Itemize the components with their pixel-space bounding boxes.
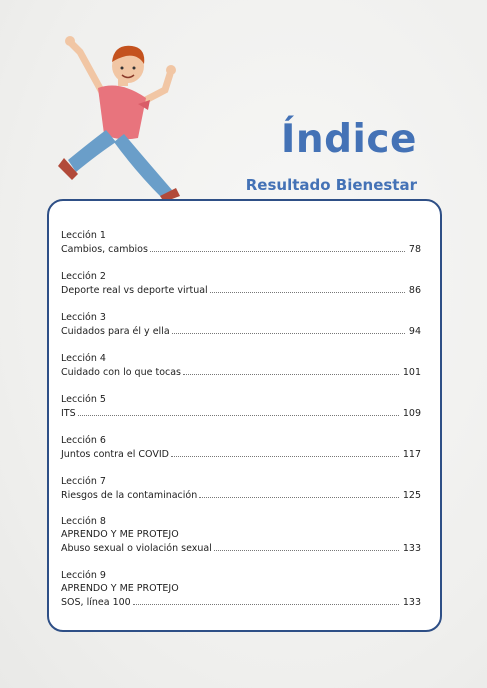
toc-title: Riesgos de la contaminación — [61, 490, 198, 501]
toc-page-number: 133 — [402, 597, 421, 608]
toc-title: Deporte real vs deporte virtual — [61, 285, 208, 296]
toc-lesson-label: Lección 4 — [61, 353, 106, 364]
toc-page-number: 94 — [408, 326, 421, 337]
toc-title: Cuidado con lo que tocas — [61, 367, 182, 378]
toc-lesson-label: Lección 8 — [61, 516, 106, 527]
toc-title: Abuso sexual o violación sexual — [61, 543, 212, 554]
toc-entry — [61, 352, 421, 379]
toc-leader — [214, 541, 399, 551]
page-title: Índice — [280, 117, 417, 162]
toc-page-number: 86 — [408, 285, 421, 296]
toc-lesson-label: Lección 2 — [61, 271, 106, 282]
toc-page-number: 133 — [402, 543, 421, 554]
toc-title: Cambios, cambios — [61, 244, 148, 255]
toc-entry — [61, 270, 421, 297]
toc-page-number: 78 — [408, 244, 421, 255]
toc-page-number: 109 — [402, 408, 421, 419]
toc-lesson-label: Lección 7 — [61, 476, 106, 487]
toc-entry — [61, 229, 421, 256]
toc-page-number: 117 — [402, 449, 421, 460]
toc-entry — [61, 434, 421, 461]
toc-leader — [133, 595, 399, 605]
toc-lesson-label: Lección 6 — [61, 435, 106, 446]
toc-entry — [61, 311, 421, 338]
toc-title: Juntos contra el COVID — [61, 449, 169, 460]
toc-leader — [199, 488, 399, 498]
toc-page-number: 125 — [402, 490, 421, 501]
toc-entry — [61, 569, 421, 609]
toc-title: SOS, línea 100 — [61, 597, 131, 608]
jumping-boy-illustration — [50, 30, 190, 205]
toc-leader — [172, 324, 405, 334]
toc-leader — [150, 242, 405, 252]
toc-entry — [61, 515, 421, 555]
toc-subheading: APRENDO Y ME PROTEJO — [61, 583, 179, 594]
toc-leader — [210, 283, 405, 293]
toc-page-number: 101 — [402, 367, 421, 378]
toc-card — [47, 199, 442, 632]
toc-leader — [171, 447, 399, 457]
toc-lesson-label: Lección 3 — [61, 312, 106, 323]
toc-lesson-label: Lección 5 — [61, 394, 106, 405]
toc-title: Cuidados para él y ella — [61, 326, 170, 337]
toc-entry — [61, 393, 421, 420]
toc-leader — [78, 406, 399, 416]
toc-leader — [183, 365, 399, 375]
toc-lesson-label: Lección 1 — [61, 230, 106, 241]
toc-subheading: APRENDO Y ME PROTEJO — [61, 529, 179, 540]
toc-lesson-label: Lección 9 — [61, 570, 106, 581]
page-subtitle: Resultado Bienestar — [245, 176, 417, 194]
toc-title: ITS — [61, 408, 76, 419]
toc-entry — [61, 475, 421, 502]
